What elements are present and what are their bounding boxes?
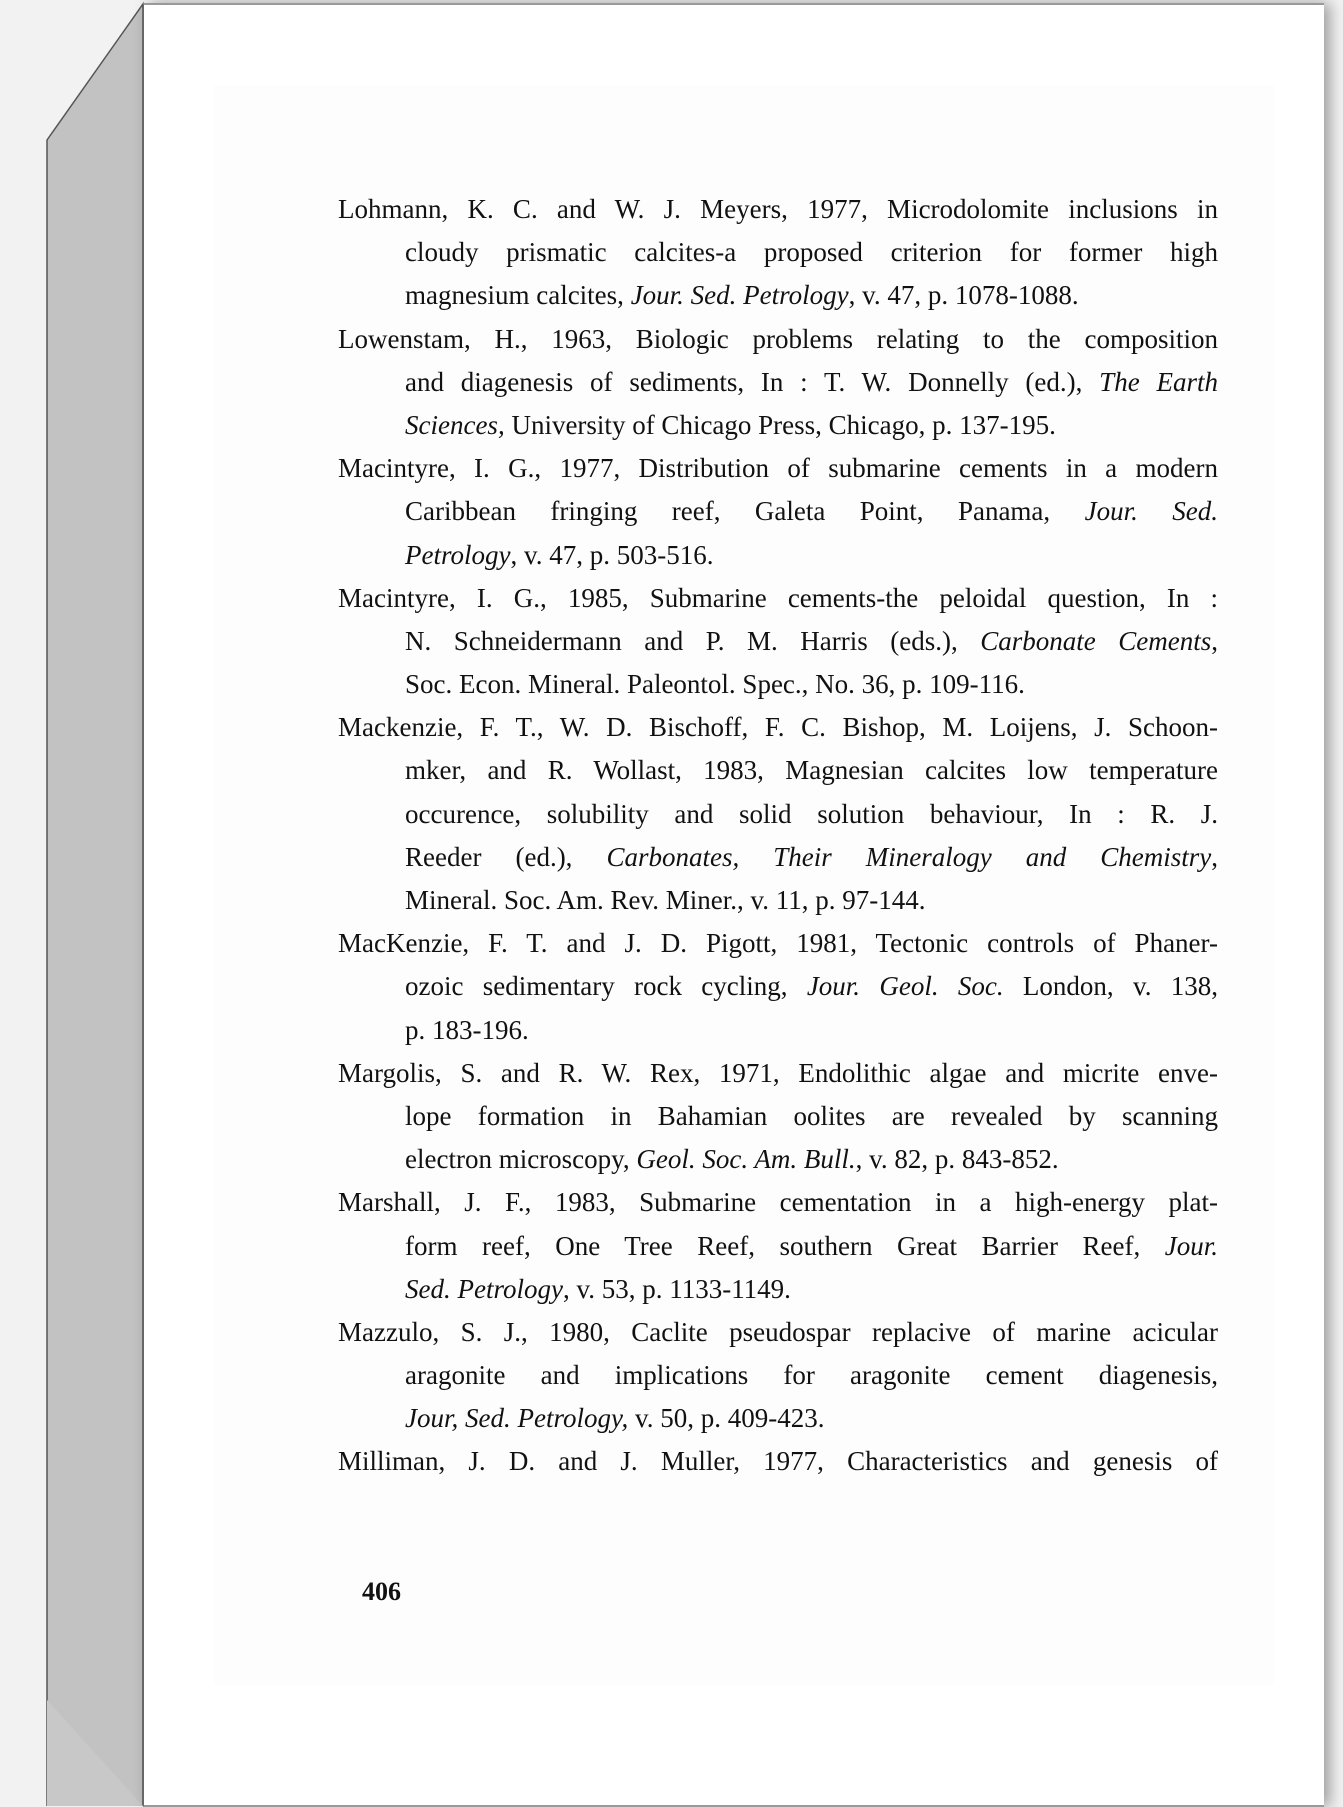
reference-entry <box>338 706 1218 922</box>
reference-title-italic: Jour. <box>1164 1230 1218 1261</box>
reference-line <box>338 836 1218 879</box>
reference-line <box>338 879 1218 922</box>
reference-text: Margolis, S. and R. W. Rex, 1971, Endolithic algae and micrite enve- <box>338 1057 1218 1088</box>
reference-title-italic: Jour, Sed. Petrology, <box>405 1403 629 1434</box>
reference-line <box>338 1225 1218 1268</box>
reference-text: Reeder (ed.), <box>405 841 607 872</box>
reference-text: , <box>1211 841 1218 872</box>
reference-text: form reef, One Tree Reef, southern Great Barrier Reef, <box>405 1230 1165 1261</box>
reference-line <box>338 318 1218 361</box>
reference-title-italic: Jour. Sed. <box>1084 496 1218 527</box>
reference-title-italic: Carbonates, Their Mineralogy and Chemistry <box>606 841 1212 872</box>
reference-entry <box>338 188 1218 318</box>
reference-text: v. 50, p. 409-423. <box>628 1403 825 1434</box>
reference-line <box>338 1311 1218 1354</box>
reference-line <box>338 1095 1218 1138</box>
reference-line <box>338 1268 1218 1311</box>
reference-list <box>338 188 1218 1484</box>
reference-line <box>338 274 1218 317</box>
book-spine <box>0 0 150 1806</box>
reference-text: ozoic sedimentary rock cycling, <box>405 971 807 1002</box>
reference-text: p. 183-196. <box>405 1014 529 1045</box>
reference-text: , v. 82, p. 843-852. <box>855 1144 1059 1175</box>
reference-entry <box>338 1311 1218 1441</box>
reference-line <box>338 1440 1218 1483</box>
reference-line <box>338 706 1218 749</box>
reference-text: magnesium calcites, <box>405 280 631 311</box>
reference-text: Lohmann, K. C. and W. J. Meyers, 1977, Microdolomite inclusions in <box>338 194 1218 224</box>
reference-text: , v. 53, p. 1133-1149. <box>562 1273 791 1304</box>
reference-entry <box>338 318 1218 448</box>
reference-line <box>338 231 1218 274</box>
reference-line <box>338 490 1218 533</box>
reference-text: mker, and R. Wollast, 1983, Magnesian calcites low temperature <box>405 755 1218 786</box>
reference-line <box>338 404 1218 447</box>
reference-line <box>338 922 1218 965</box>
reference-text: Lowenstam, H., 1963, Biologic problems relating to the composition <box>338 323 1218 354</box>
reference-text: occurence, solubility and solid solution behaviour, In : R. J. <box>405 798 1218 829</box>
reference-text: Mineral. Soc. Am. Rev. Miner., v. 11, p. 97-144. <box>405 885 926 915</box>
reference-title-italic: Jour. Geol. Soc. <box>806 971 1004 1002</box>
reference-text: , v. 47, p. 1078-1088. <box>848 280 1079 311</box>
reference-line <box>338 1354 1218 1397</box>
page-number: 406 <box>362 1577 401 1606</box>
reference-text: and diagenesis of sediments, In : T. W. Donnelly (ed.), <box>405 366 1100 397</box>
reference-text: London, v. 138, <box>1003 971 1218 1002</box>
reference-text: N. Schneidermann and P. M. Harris (eds.), <box>405 625 981 656</box>
reference-line <box>338 1181 1218 1224</box>
reference-text: Mackenzie, F. T., W. D. Bischoff, F. C. Bishop, M. Loijens, J. Schoon- <box>338 712 1218 743</box>
reference-text: Macintyre, I. G., 1985, Submarine cements-the peloidal question, In : <box>338 582 1218 613</box>
reference-line <box>338 620 1218 663</box>
reference-entry <box>338 922 1218 1052</box>
reference-entry <box>338 1052 1218 1182</box>
reference-entry <box>338 447 1218 577</box>
reference-title-italic: The Earth <box>1099 366 1218 397</box>
reference-line <box>338 577 1218 620</box>
reference-line <box>338 663 1218 706</box>
reference-entry <box>338 1181 1218 1311</box>
reference-text: Caribbean fringing reef, Galeta Point, Panama, <box>405 496 1085 527</box>
reference-title-italic: Geol. Soc. Am. Bull. <box>636 1144 856 1175</box>
reference-line <box>338 793 1218 836</box>
reference-text: lope formation in Bahamian oolites are revealed by scanning <box>405 1100 1218 1131</box>
reference-text: , <box>1211 625 1218 656</box>
reference-text: MacKenzie, F. T. and J. D. Pigott, 1981, Tectonic controls of Phaner- <box>338 928 1218 959</box>
reference-title-italic: Petrology <box>405 539 511 570</box>
reference-line <box>338 965 1218 1008</box>
reference-text: Mazzulo, S. J., 1980, Caclite pseudospar replacive of marine acicular <box>338 1316 1218 1347</box>
reference-line <box>338 1009 1218 1052</box>
reference-line <box>338 447 1218 490</box>
reference-line <box>338 1397 1218 1440</box>
reference-text: Marshall, J. F., 1983, Submarine cementation in a high-energy plat- <box>338 1187 1218 1218</box>
reference-title-italic: Sciences, <box>405 409 505 440</box>
reference-line <box>338 1138 1218 1181</box>
reference-text: aragonite and implications for aragonite cement diagenesis, <box>405 1360 1218 1391</box>
reference-text: , v. 47, p. 503-516. <box>510 539 714 570</box>
reference-entry <box>338 577 1218 707</box>
reference-line <box>338 1052 1218 1095</box>
reference-title-italic: Jour. Sed. Petrology <box>630 280 849 311</box>
reference-title-italic: Sed. Petrology <box>405 1273 563 1304</box>
reference-line <box>338 534 1218 577</box>
reference-text: cloudy prismatic calcites-a proposed criterion for former high <box>405 237 1218 268</box>
reference-title-italic: Carbonate Cements <box>980 625 1212 656</box>
reference-text: Milliman, J. D. and J. Muller, 1977, Characteristics and genesis of <box>338 1446 1218 1477</box>
reference-text: Soc. Econ. Mineral. Paleontol. Spec., No. 36, p. 109-116. <box>405 669 1025 700</box>
reference-line <box>338 749 1218 792</box>
reference-text: electron microscopy, <box>405 1144 637 1175</box>
reference-entry <box>338 1440 1218 1483</box>
reference-text: University of Chicago Press, Chicago, p. 137-195. <box>504 409 1056 440</box>
reference-line <box>338 361 1218 404</box>
reference-text: Macintyre, I. G., 1977, Distribution of submarine cements in a modern <box>338 453 1218 484</box>
reference-line <box>338 188 1218 231</box>
